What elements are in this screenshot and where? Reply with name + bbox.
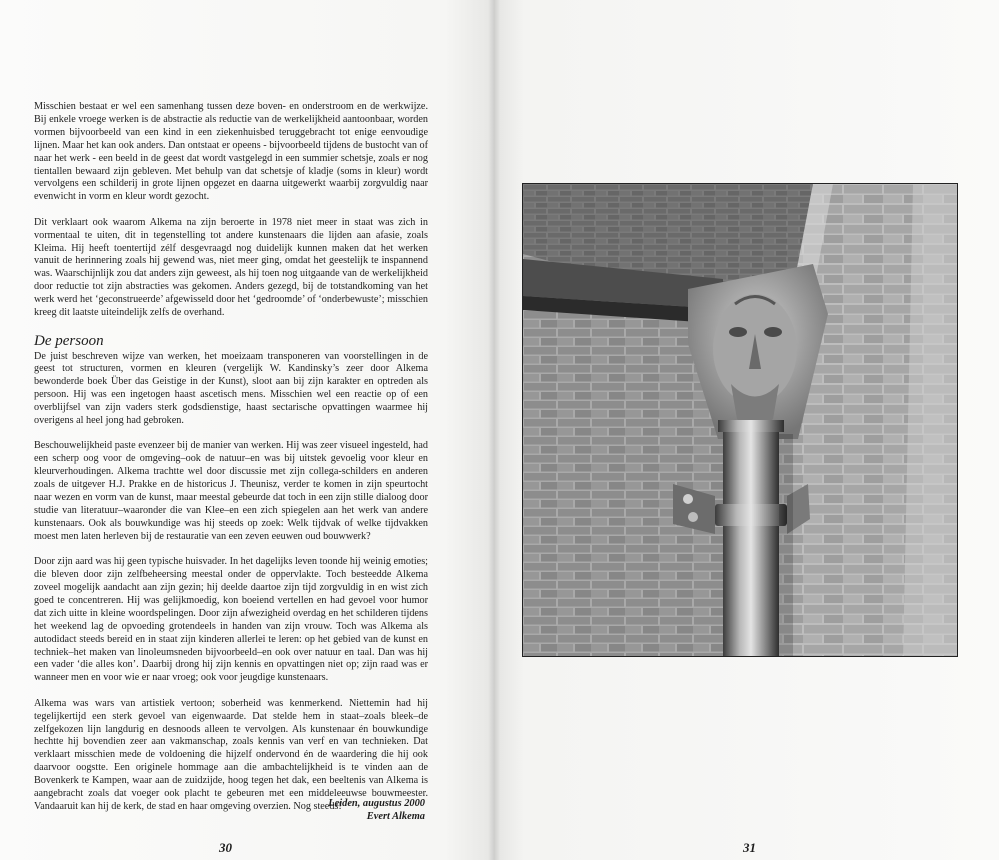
- section-heading: De persoon: [34, 332, 104, 349]
- photo-gargoyle-downspout: [522, 183, 958, 657]
- body-text: [34, 101, 428, 826]
- paragraph-4: Beschouwelijkheid paste evenzeer bij de manier van werken. Hij was zeer visueel ingesteld, had een scherp oog voor de omgeving–ook de natuur–en was bij uitstek gevoelig voor kleur en kleurverhoudingen. Alkema trachtte wel door discussie met zijn collega-schilders en anderen zoals de uitgever H.J. Prakke en de historicus J. Theunisz, verder te komen in zijn speurtocht naar wezen en vorm van de kunst, maar meestal gebeurde dat toch in een zijn stille dialoog door studie van literatuur–waaronder die van Klee–en een zich spiegelen aan het werk van andere kunstenaars. Ook als bouwkundige was hij steeds op zoek: Welk tijdvak of welke tijdvakken moest men laten herleven bij de restauratie van een zeven eeuwen oud bouwwerk?: [34, 440, 428, 542]
- signature-place: Leiden, augustus 2000: [328, 798, 425, 809]
- paragraph-3: De juist beschreven wijze van werken, het moeizaam transponeren van voorstellingen in de geest tot structuren, vormen en kleuren (vergelijk W. Kandinsky’s zeer door Alkema bewonderde boek Über das Geistige in der Kunst), sloot aan bij zijn karakter en optreden als persoon. Hij was een ingetogen haast ascetisch mens. Misschien wel een reactie op of een overblijfsel van zijn vaders sterk godsdienstige, haast sectarische opvattingen waarmee hij overigens al heel jong had gebroken.: [34, 350, 428, 427]
- book-gutter: [488, 0, 500, 860]
- signature: [250, 797, 425, 823]
- paragraph-2: Dit verklaart ook waarom Alkema na zijn beroerte in 1978 niet meer in staat was zich in vormentaal te uiten, dit in tegenstelling tot andere kunstenaars die lijden aan afasie, zoals Kleima. Hij heeft toentertijd zélf desgevraagd nog duidelijk kunnen maken dat het werken vanuit de herinnering zoals hij gewend was, niet meer ging, omdat het geestelijk te inspannend was. Waarschijnlijk zou dat anders zijn geweest, als hij toen nog uitgaande van de werkelijkheid door reductie tot zijn abstracties was gekomen. Anders gezegd, bij de totstandkoming van het werk werd het ‘geconstrueerde’ afgewisseld door het ‘gedroomde’ of ‘onderbewuste’; misschien kreeg dit laatste uiteindelijk zelfs de overhand.: [34, 216, 428, 319]
- page-number-right: 31: [743, 840, 756, 855]
- page-number-left: 30: [219, 840, 232, 855]
- paragraph-1: Misschien bestaat er wel een samenhang tussen deze boven- en onderstroom en de werkwijze. Bij enkele vroege werken is de abstractie als reductie van de werkelijkheid aantoonbaar, worden vormen bijvoorbeeld van een kind in een ziekenhuisbed teruggebracht tot enige eenvoudige lijnen. Maar het kan ook anders. Dan ontstaat er opeens - bijvoorbeeld tijdens de bustocht van of naar het werk - een beeld in de geest dat wordt vastgelegd in een summier schetsje, zoals er nog tientallen bewaard zijn gebleven. Met behulp van dat schetsje of kladje (soms in kleur) wordt vervolgens een schilderij in grote lijnen opgezet en daarna uitgewerkt waarbij zorgvuldig naar evenwicht in vorm en kleur wordt gezocht.: [34, 101, 428, 203]
- paragraph-5: Door zijn aard was hij geen typische huisvader. In het dagelijks leven toonde hij weinig emoties; die bleven door zijn zelfbeheersing meestal onder de oppervlakte. Toch besteedde Alkema zoveel mogelijk aandacht aan zijn gezin; hij deelde daartoe zijn tijd zorgvuldig in en wist zich goed te concentreren. Hij was gelijkmoedig, kon boeiend vertellen en had gevoel voor humor dat zich uitte in kleine woordspelingen. Door zijn afwezigheid overdag en het schilderen tijdens het weekend lag de opvoeding grotendeels in handen van zijn vrouw. Toch was Alkema als autodidact steeds bereid en in staat zijn kinderen allerlei te leren: op het gebied van de kunst en techniek–het maken van linoleumsneden bijvoorbeeld–en ook over natuur en taal. Dan was hij een vader ‘die alles kon’. Daarbij drong hij zijn kennis en opvattingen niet op; zijn raad was er wanneer men en voor wie er naar vroeg; ook voor jeugdige kunstenaars.: [34, 556, 428, 684]
- left-page: [0, 0, 494, 860]
- signature-name: Evert Alkema: [366, 811, 425, 822]
- paragraph-6: Alkema was wars van artistiek vertoon; soberheid was kenmerkend. Niettemin had hij tegelijkertijd een sterk gevoel van eigenwaarde. Dat stelde hem in staat–zoals bleek–de zelfgekozen lijn langdurig en desnoods alleen te vervolgen. Als kunstenaar én bouwkundige hechtte hij bovendien zeer aan vakmanschap, zoals kennis van verf en van technieken. Dat verklaart misschien mede de voldoening die hijzelf ondervond én de waardering die hij ook daarvoor oogstte. Een originele hommage aan die ambachtelijkheid is te vinden aan de Bovenkerk te Kampen, waar aan de zuidzijde, hoog tegen het dak, een beeltenis van Alkema is aangebracht zoals dat voeger ook placht te gebeuren met een middeleeuwse bouwmeester. Vandaaruit kan hij de kerk, de stad en haar omgeving overzien. Nog steeds!: [34, 697, 428, 812]
